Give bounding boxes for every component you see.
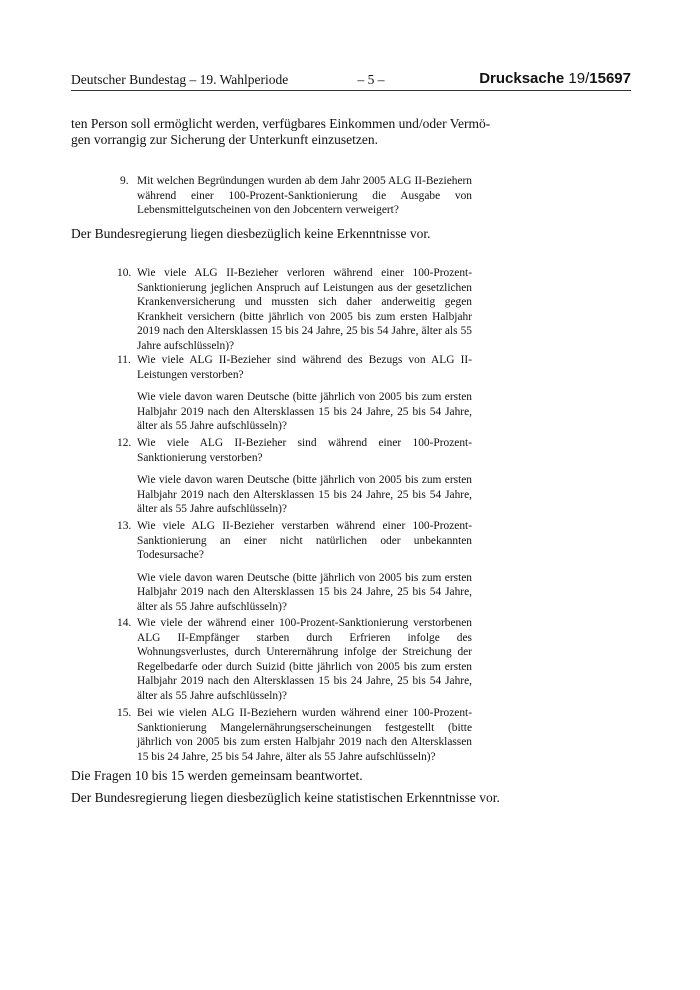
document-number-prefix: 19/ xyxy=(568,70,590,87)
question-14 xyxy=(117,616,472,704)
question-number: 12. xyxy=(117,437,132,449)
document-number xyxy=(479,70,631,87)
answer-q10-15: Der Bundesregierung liegen diesbezüglich keine statistischen Erkenntnisse vor. xyxy=(71,790,500,805)
question-11 xyxy=(117,353,472,434)
document-number-value: 15697 xyxy=(589,70,631,87)
intro-line-1: ten Person soll ermöglicht werden, verfügbares Einkommen und/oder Vermö- xyxy=(71,116,491,131)
document-label: Drucksache xyxy=(479,70,565,87)
question-text: Wie viele ALG II-Bezieher verloren während einer 100-Prozent-Sanktionierung jeglichen Anspruch auf Leistungen aus der gesetzlichen Krankenversicherung und mussten sich daher anderweitig gegen Krankheit versichern (bitte jährlich von 2005 bis zum ersten Halbjahr 2019 nach den Altersklassen 15 bis 24 Jahre, 25 bis 54 Jahre, älter als 55 Jahre aufschlüsseln)? xyxy=(137,267,472,352)
answer-q9: Der Bundesregierung liegen diesbezüglich keine Erkenntnisse vor. xyxy=(71,226,431,241)
header-parliament: Deutscher Bundestag – 19. Wahlperiode xyxy=(71,72,289,87)
question-number: 10. xyxy=(117,267,132,279)
question-text: Wie viele ALG II-Bezieher sind während einer 100-Prozent-Sanktionierung verstorben? xyxy=(137,437,472,464)
question-number: 13. xyxy=(117,520,132,532)
question-13 xyxy=(117,519,472,615)
joint-answer-note: Die Fragen 10 bis 15 werden gemeinsam beantwortet. xyxy=(71,768,363,783)
intro-line-2: gen vorrangig zur Sicherung der Unterkunft einzusetzen. xyxy=(71,132,379,147)
question-number: 15. xyxy=(117,707,132,719)
question-number: 9. xyxy=(120,175,129,187)
question-subtext: Wie viele davon waren Deutsche (bitte jährlich von 2005 bis zum ersten Halbjahr 2019 nach den Altersklassen 15 bis 24 Jahre, 25 bis 54 Jahre, älter als 55 Jahre aufschlüsseln)? xyxy=(137,391,472,433)
question-10 xyxy=(117,266,472,354)
question-text: Bei wie vielen ALG II-Beziehern wurden während einer 100-Prozent-Sanktionierung Mangelernährungserscheinungen festgestellt (bitte jährlich von 2005 bis zum ersten Halbjahr 2019 nach den Altersklassen 15 bis 24 Jahre, 25 bis 54 Jahre, älter als 55 Jahre aufschlüsseln)? xyxy=(137,707,472,763)
question-text: Mit welchen Begründungen wurden ab dem Jahr 2005 ALG II-Beziehern während einer 100-Prozent-Sanktionierung die Ausgabe von Lebensmittelgutscheinen von den Jobcentern verweigert? xyxy=(137,175,472,217)
question-subtext: Wie viele davon waren Deutsche (bitte jährlich von 2005 bis zum ersten Halbjahr 2019 nach den Altersklassen 15 bis 24 Jahre, 25 bis 54 Jahre, älter als 55 Jahre aufschlüsseln)? xyxy=(137,474,472,516)
question-12 xyxy=(117,436,472,517)
question-text: Wie viele der während einer 100-Prozent-Sanktionierung verstorbenen ALG II-Empfänger starben durch Erfrieren infolge des Wohnungsverlustes, durch Unterernährung infolge der Streichung der Regelbedarfe oder durch Suizid (bitte jährlich von 2005 bis zum ersten Halbjahr 2019 nach den Altersklassen 15 bis 24 Jahre, 25 bis 54 Jahre, älter als 55 Jahre aufschlüsseln)? xyxy=(137,617,472,702)
page-header xyxy=(71,70,631,91)
intro-paragraph xyxy=(71,116,631,148)
question-subtext: Wie viele davon waren Deutsche (bitte jährlich von 2005 bis zum ersten Halbjahr 2019 nach den Altersklassen 15 bis 24 Jahre, 25 bis 54 Jahre, älter als 55 Jahre aufschlüsseln)? xyxy=(137,571,472,613)
question-number: 11. xyxy=(117,354,131,366)
page-number: – 5 – xyxy=(357,72,385,87)
question-15 xyxy=(117,706,472,764)
question-text: Wie viele ALG II-Bezieher sind während des Bezugs von ALG II-Leistungen verstorben? xyxy=(137,354,472,381)
question-9 xyxy=(117,174,472,218)
question-text: Wie viele ALG II-Bezieher verstarben während einer 100-Prozent-Sanktionierung an einer nicht natürlichen oder unbekannten Todesursache? xyxy=(137,520,472,562)
question-number: 14. xyxy=(117,617,132,629)
